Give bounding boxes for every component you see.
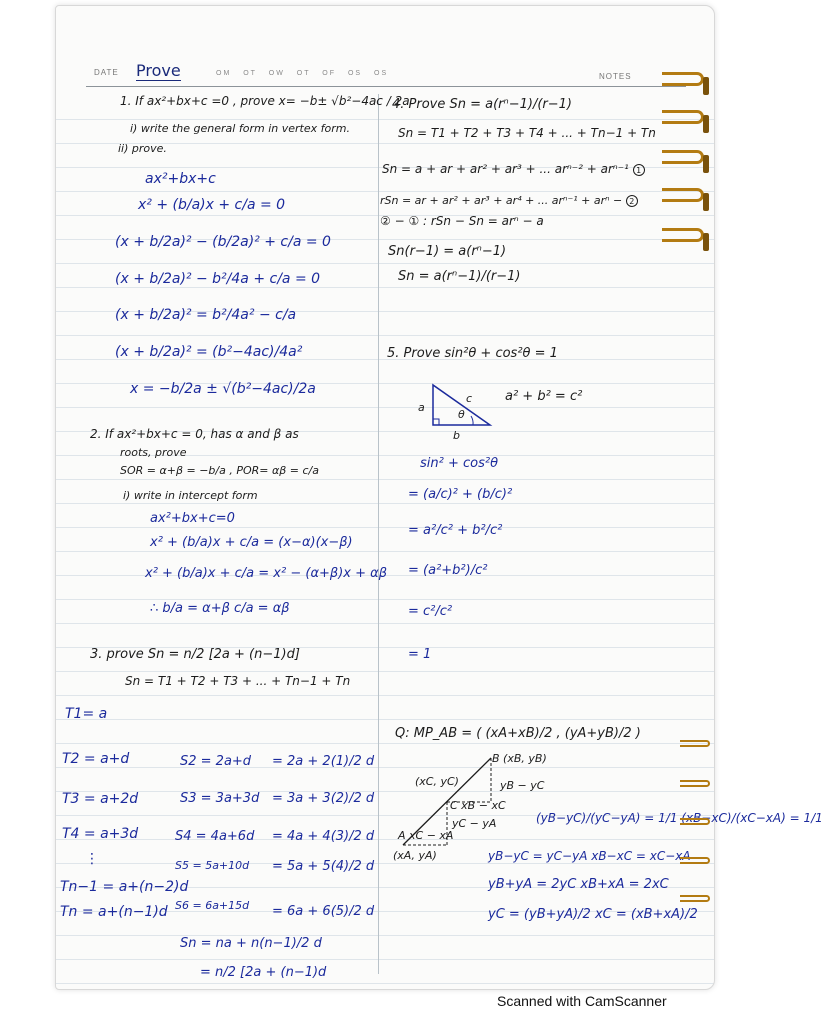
proof1-line-2: x² + (b/a)x + c/a = 0: [138, 197, 286, 213]
midpoint-question: Q: MP_AB = ( (xA+xB)/2 , (yA+yB)/2 ): [395, 726, 641, 741]
delta-y-bc: yB − yC: [500, 779, 545, 792]
proof2-roots: roots, prove: [120, 446, 187, 459]
proof2-sor-por: SOR = α+β = −b/a , POR= αβ = c/a: [120, 464, 319, 477]
sum-s5: S5 = 5a+10d: [175, 859, 250, 872]
triangle-side-a: a: [418, 401, 425, 414]
ratio-line-2: yB−yC = yC−yA xB−xC = xC−xA: [488, 849, 691, 863]
proof4-line-3: [380, 195, 638, 207]
spiral-ring: [662, 188, 704, 202]
proof1-line-6: (x + b/2a)² = (b²−4ac)/4a²: [115, 344, 303, 360]
term-dots: ⋮: [85, 851, 99, 867]
pythagoras-equation: a² + b² = c²: [505, 389, 583, 404]
column-divider: [378, 94, 379, 974]
proof4-line-1: Sn = T1 + T2 + T3 + T4 + ... + Tn−1 + Tn: [398, 126, 656, 140]
proof2-line-3: x² + (b/a)x + c/a = x² − (α+β)x + αβ: [145, 566, 387, 581]
proof5-line-2: = (a/c)² + (b/c)²: [408, 487, 513, 502]
proof4-line-2: [382, 163, 645, 176]
date-label: DATE: [94, 68, 119, 77]
sum-sn-2: = n/2 [2a + (n−1)d: [200, 965, 327, 980]
point-a-coords: (xA, yA): [393, 849, 437, 862]
proof4-line-5: Sn(r−1) = a(rⁿ−1): [388, 244, 507, 259]
delta-x-bc: C xB − xC: [450, 799, 506, 812]
sum-s3-expr: = 3a + 3(2)/2 d: [272, 791, 375, 806]
spiral-ring: [662, 72, 704, 86]
spiral-ring-small: [680, 895, 710, 902]
triangle-side-c: c: [466, 392, 473, 405]
sum-s2: S2 = 2a+d: [180, 754, 252, 769]
spiral-ring: [662, 110, 704, 124]
scanner-watermark: Scanned with CamScanner: [497, 993, 667, 1009]
term-tn: Tn = a+(n−1)d: [60, 904, 168, 920]
ratio-line-4: yC = (yB+yA)/2 xC = (xB+xA)/2: [488, 907, 698, 922]
spiral-ring-small: [680, 740, 710, 747]
sum-s3: S3 = 3a+3d: [180, 791, 260, 806]
spiral-ring-small: [680, 818, 710, 825]
proof4-line-4: ② − ① : rSn − Sn = arⁿ − a: [380, 214, 544, 228]
term-t3: T3 = a+2d: [62, 791, 139, 807]
proof4-line-3-text: rSn = ar + ar² + ar³ + ar⁴ + ... arⁿ⁻¹ + arⁿ −: [380, 194, 623, 207]
proof3-line-1: Sn = T1 + T2 + T3 + ... + Tn−1 + Tn: [125, 674, 351, 688]
proof4-line-2-text: Sn = a + ar + ar² + ar³ + ... arⁿ⁻² + arⁿ⁻¹: [382, 162, 629, 176]
proof1-step-i: i) write the general form in vertex form.: [130, 122, 350, 135]
notes-label: NOTES: [599, 72, 632, 81]
sum-s4: S4 = 4a+6d: [175, 829, 255, 844]
sum-sn-1: Sn = na + n(n−1)/2 d: [180, 936, 322, 951]
proof1-line-5: (x + b/2a)² = b²/4a² − c/a: [115, 307, 297, 323]
triangle-angle-theta: θ: [458, 408, 465, 421]
proof5-title: 5. Prove sin²θ + cos²θ = 1: [387, 346, 558, 361]
delta-x-ca: A xC − xA: [398, 829, 454, 842]
sum-s2-expr: = 2a + 2(1)/2 d: [272, 754, 375, 769]
proof4-title: 4. Prove Sn = a(rⁿ−1)/(r−1): [392, 97, 572, 112]
spiral-ring: [662, 150, 704, 164]
proof1-line-4: (x + b/2a)² − b²/4a + c/a = 0: [115, 271, 321, 287]
sum-s6-expr: = 6a + 6(5)/2 d: [272, 904, 375, 919]
proof1-step-ii: ii) prove.: [118, 142, 167, 155]
ratio-line-3: yB+yA = 2yC xB+xA = 2xC: [488, 877, 669, 892]
sum-s4-expr: = 4a + 4(3)/2 d: [272, 829, 375, 844]
ratio-line-1: (yB−yC)/(yC−yA) = 1/1 (xB−xC)/(xC−xA) = 1/1: [536, 811, 823, 825]
proof4-line-6: Sn = a(rⁿ−1)/(r−1): [398, 269, 521, 284]
proof2-step-i: i) write in intercept form: [123, 489, 258, 502]
proof5-line-6: = 1: [408, 647, 432, 662]
proof5-line-3: = a²/c² + b²/c²: [408, 523, 503, 538]
right-triangle-diagram: [425, 380, 505, 440]
proof3-title: 3. prove Sn = n/2 [2a + (n−1)d]: [90, 647, 300, 662]
spiral-ring-small: [680, 857, 710, 864]
spiral-ring: [662, 228, 704, 242]
point-c-coords: (xC, yC): [415, 775, 459, 788]
weekday-markers: OM OT OW OT OF OS OS: [216, 70, 389, 77]
proof2-line-4: ∴ b/a = α+β c/a = αβ: [150, 601, 290, 616]
proof5-line-5: = c²/c²: [408, 604, 453, 619]
proof2-title: 2. If ax²+bx+c = 0, has α and β as: [90, 427, 299, 441]
proof5-line-4: = (a²+b²)/c²: [408, 563, 488, 578]
sum-s6: S6 = 6a+15d: [175, 899, 250, 912]
proof1-line-1: ax²+bx+c: [145, 171, 216, 187]
proof1-title: 1. If ax²+bx+c =0 , prove x= −b± √b²−4ac / 2a: [120, 94, 410, 108]
equation-marker-2: 2: [626, 195, 638, 207]
point-b-label: B (xB, yB): [492, 752, 547, 765]
proof2-line-2: x² + (b/a)x + c/a = (x−α)(x−β): [150, 535, 353, 550]
triangle-side-b: b: [453, 429, 460, 442]
proof5-line-1: sin² + cos²θ: [420, 456, 499, 471]
header-rule: [86, 86, 686, 87]
term-t4: T4 = a+3d: [62, 826, 139, 842]
proof2-line-1: ax²+bx+c=0: [150, 511, 235, 526]
delta-y-ca: yC − yA: [452, 817, 497, 830]
proof1-line-3: (x + b/2a)² − (b/2a)² + c/a = 0: [115, 234, 331, 250]
term-t1: T1= a: [65, 706, 108, 722]
sum-s5-expr: = 5a + 5(4)/2 d: [272, 859, 375, 874]
equation-marker-1: 1: [633, 164, 645, 176]
spiral-ring-small: [680, 780, 710, 787]
proof1-line-7: x = −b/2a ± √(b²−4ac)/2a: [130, 381, 316, 397]
term-t2: T2 = a+d: [62, 751, 130, 767]
term-tn-minus-1: Tn−1 = a+(n−2)d: [60, 879, 189, 895]
page-title: Prove: [136, 61, 181, 80]
